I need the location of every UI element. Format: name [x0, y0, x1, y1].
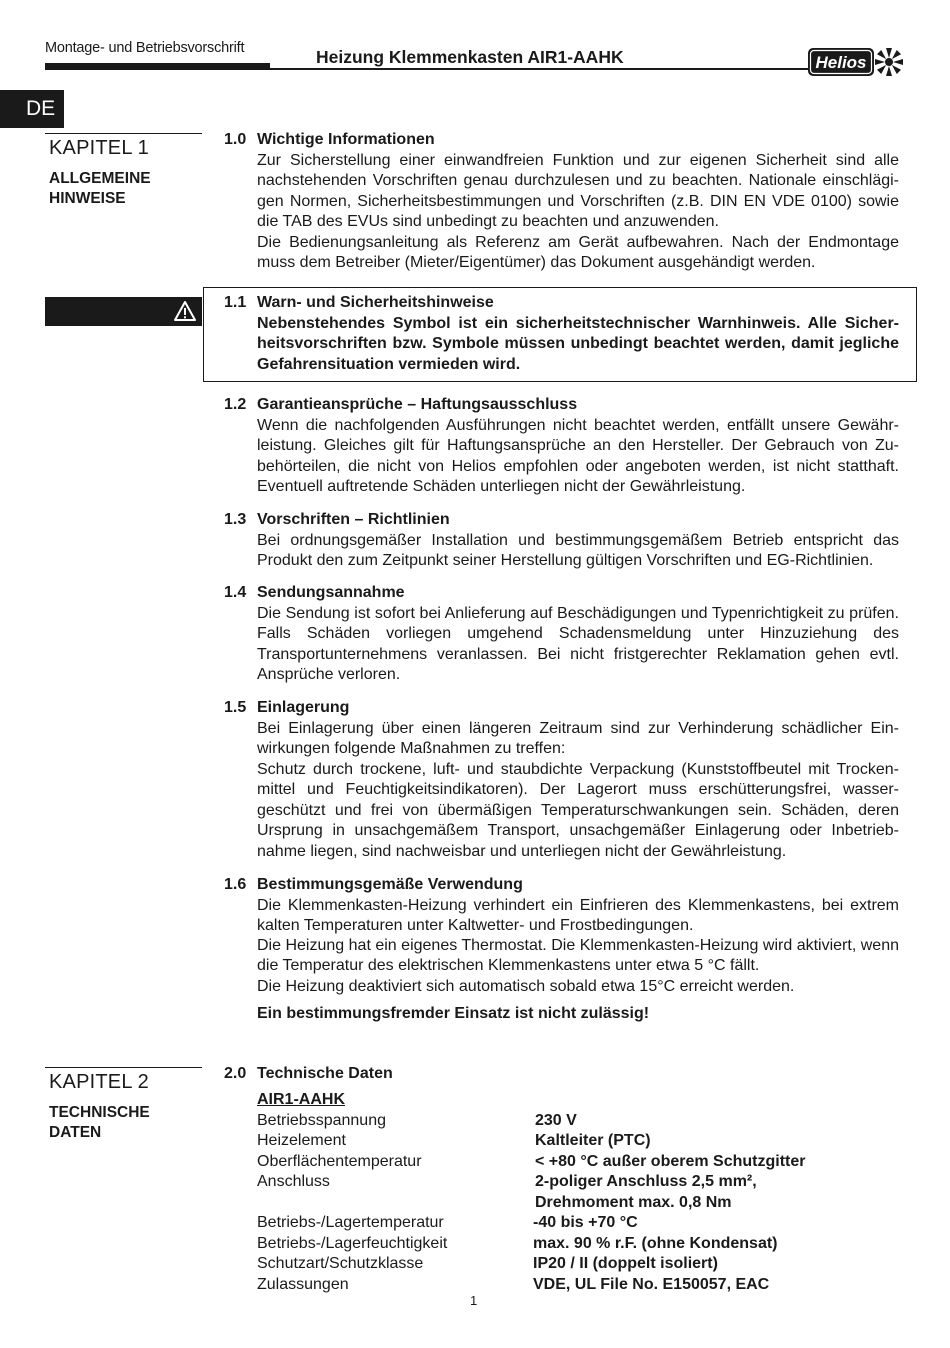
warning-triangle-icon — [174, 300, 196, 322]
section-title: Warn- und Sicherheitshinweise — [257, 294, 494, 311]
chapter1-rule — [45, 133, 202, 134]
language-tag: DE — [0, 90, 64, 128]
spec-label: Betriebs-/Lagerfeuchtigkeit — [257, 1235, 448, 1252]
chapter1-subtitle-1: ALLGEMEINE — [49, 170, 151, 187]
header-rule — [270, 68, 815, 70]
section-note: Ein bestimmungsfremder Einsatz ist nicht zulässig! — [257, 1005, 650, 1022]
section-text: Bei ordnungsgemäßer Installation und bestimmungsgemäßem Betrieb entspricht das Produkt den zum Zeitpunkt seiner Herstellung gültigen Vorschriften und EG-Richtlinien. — [257, 532, 899, 570]
section-text: Die Klemmenkasten-Heizung verhindert ein Einfrieren des Klemmenkastens, bei extrem kalten Temperaturen unter Kaltwetter- und Frostbedingungen. — [257, 897, 899, 935]
chapter1-label: KAPITEL 1 — [49, 137, 149, 159]
logo-text: Helios — [815, 53, 867, 72]
section-title: Bestimmungsgemäße Verwendung — [257, 876, 523, 893]
section-text: Die Heizung hat ein eigenes Thermostat. Die Klemmenkasten-Heizung wird aktiviert, wenn die Temperatur des elektrischen Klemmenkastens unter etwa 5 °C fällt. — [257, 937, 899, 975]
section-title: Technische Daten — [257, 1065, 393, 1082]
section-title: Sendungsannahme — [257, 584, 405, 601]
spec-value: < +80 °C außer oberem Schutzgitter — [535, 1153, 806, 1170]
section-number: 1.1 — [224, 294, 247, 311]
spec-label: Anschluss — [257, 1173, 330, 1190]
spec-label: Betriebs-/Lagertemperatur — [257, 1214, 444, 1231]
helios-logo — [807, 46, 904, 78]
spec-label: Betriebsspannung — [257, 1112, 386, 1129]
section-text: Wenn die nachfolgenden Ausführungen nicht beachtet werden, entfällt unsere Gewährleistung. Gleiches gilt für Haftungsansprüche an den Hersteller. Der Gebrauch von Zubehörteilen, die nicht von Helios empfohlen oder angeboten werden, ist nicht statthaft. Eventuell auftretende Schäden unterliegen nicht der Gewährleistung. — [257, 417, 899, 496]
section-text: Bei Einlagerung über einen längeren Zeitraum sind zur Verhinderung schädlicher Einwirkungen folgende Maßnahmen zu treffen: — [257, 720, 899, 758]
spec-label: Oberflächentemperatur — [257, 1153, 422, 1170]
section-text: Die Bedienungsanleitung als Referenz am Gerät aufbewahren. Nach der Endmontage muss dem Betreiber (Mieter/Eigentümer) das Dokument ausgehändigt werden. — [257, 234, 899, 272]
chapter1-subtitle-2: HINWEISE — [49, 190, 126, 207]
section-text: Die Heizung deaktiviert sich automatisch sobald etwa 15°C erreicht werden. — [257, 978, 795, 995]
spec-label: Schutzart/Schutzklasse — [257, 1255, 424, 1272]
warning-bar — [45, 297, 202, 326]
spec-value: VDE, UL File No. E150057, EAC — [533, 1276, 770, 1293]
spec-value: Drehmoment max. 0,8 Nm — [535, 1194, 732, 1211]
section-text: Die Sendung ist sofort bei Anlieferung auf Beschädigungen und Typenrichtigkeit zu prüfen. Falls Schäden vorliegen umgehend Schadensmeldung unter Hinzuziehung des Transportunternehmens veranlassen. Bei nicht fristgerechter Reklamation gehen evtl. Ansprüche verloren. — [257, 605, 899, 684]
section-number: 1.0 — [224, 131, 247, 148]
spec-value: 2-poliger Anschluss 2,5 mm², — [535, 1173, 757, 1190]
section-number: 1.2 — [224, 396, 247, 413]
header-bar — [45, 63, 270, 70]
section-title: Einlagerung — [257, 699, 350, 716]
page-number: 1 — [470, 1293, 478, 1308]
section-number: 1.4 — [224, 584, 247, 601]
chapter2-label: KAPITEL 2 — [49, 1071, 149, 1093]
spec-label: Heizelement — [257, 1132, 346, 1149]
document-type: Montage- und Betriebsvorschrift — [45, 40, 245, 56]
section-title: Wichtige Informationen — [257, 131, 435, 148]
chapter2-subtitle-1: TECHNISCHE — [49, 1104, 150, 1121]
section-text: Zur Sicherstellung einer einwandfreien Funktion und zur eigenen Sicherheit sind alle nachstehenden Vorschriften genau durchzulesen und zu beachten. Nationale einschlägigen Normen, Sicherheitsbestimmungen und Vorschriften (z.B. DIN EN VDE 0100) sowie die TAB des EVUs sind unbedingt zu beachten und anzuwenden. — [257, 152, 899, 231]
section-title: Garantieansprüche – Haftungsausschluss — [257, 396, 578, 413]
page-title: Heizung Klemmenkasten AIR1-AAHK — [316, 47, 624, 67]
section-number: 1.6 — [224, 876, 247, 893]
spec-value: -40 bis +70 °C — [533, 1214, 638, 1231]
section-number: 2.0 — [224, 1065, 247, 1082]
spec-value: Kaltleiter (PTC) — [535, 1132, 651, 1149]
spec-value: IP20 / II (doppelt isoliert) — [533, 1255, 718, 1272]
chapter2-subtitle-2: DATEN — [49, 1124, 102, 1141]
spec-value: max. 90 % r.F. (ohne Kondensat) — [533, 1235, 778, 1252]
section-number: 1.5 — [224, 699, 247, 716]
spec-value: 230 V — [535, 1112, 577, 1129]
section-text: Schutz durch trockene, luft- und staubdichte Verpackung (Kunststoffbeutel mit Trockenmittel und Feuchtigkeitsindikatoren). Der Lagerort muss erschütterungsfrei, wassergeschützt und frei von übermäßigen Temperaturschwankungen sein. Schäden, deren Ursprung in unsachgemäßem Transport, unsachgemäßer Einlagerung oder Inbetriebnahme liegen, sind nachweisbar und unterliegen nicht der Gewährleistung. — [257, 761, 899, 860]
warning-text: Nebenstehendes Symbol ist ein sicherheitstechnischer Warnhinweis. Alle Sicherheitsvorschriften bzw. Symbole müssen unbedingt beachtet werden, damit jegliche Gefahrensituation vermieden wird. — [257, 315, 899, 373]
spec-label: Zulassungen — [257, 1276, 349, 1293]
model-name: AIR1-AAHK — [257, 1091, 345, 1108]
section-number: 1.3 — [224, 511, 247, 528]
section-title: Vorschriften – Richtlinien — [257, 511, 450, 528]
chapter2-rule — [45, 1067, 202, 1068]
